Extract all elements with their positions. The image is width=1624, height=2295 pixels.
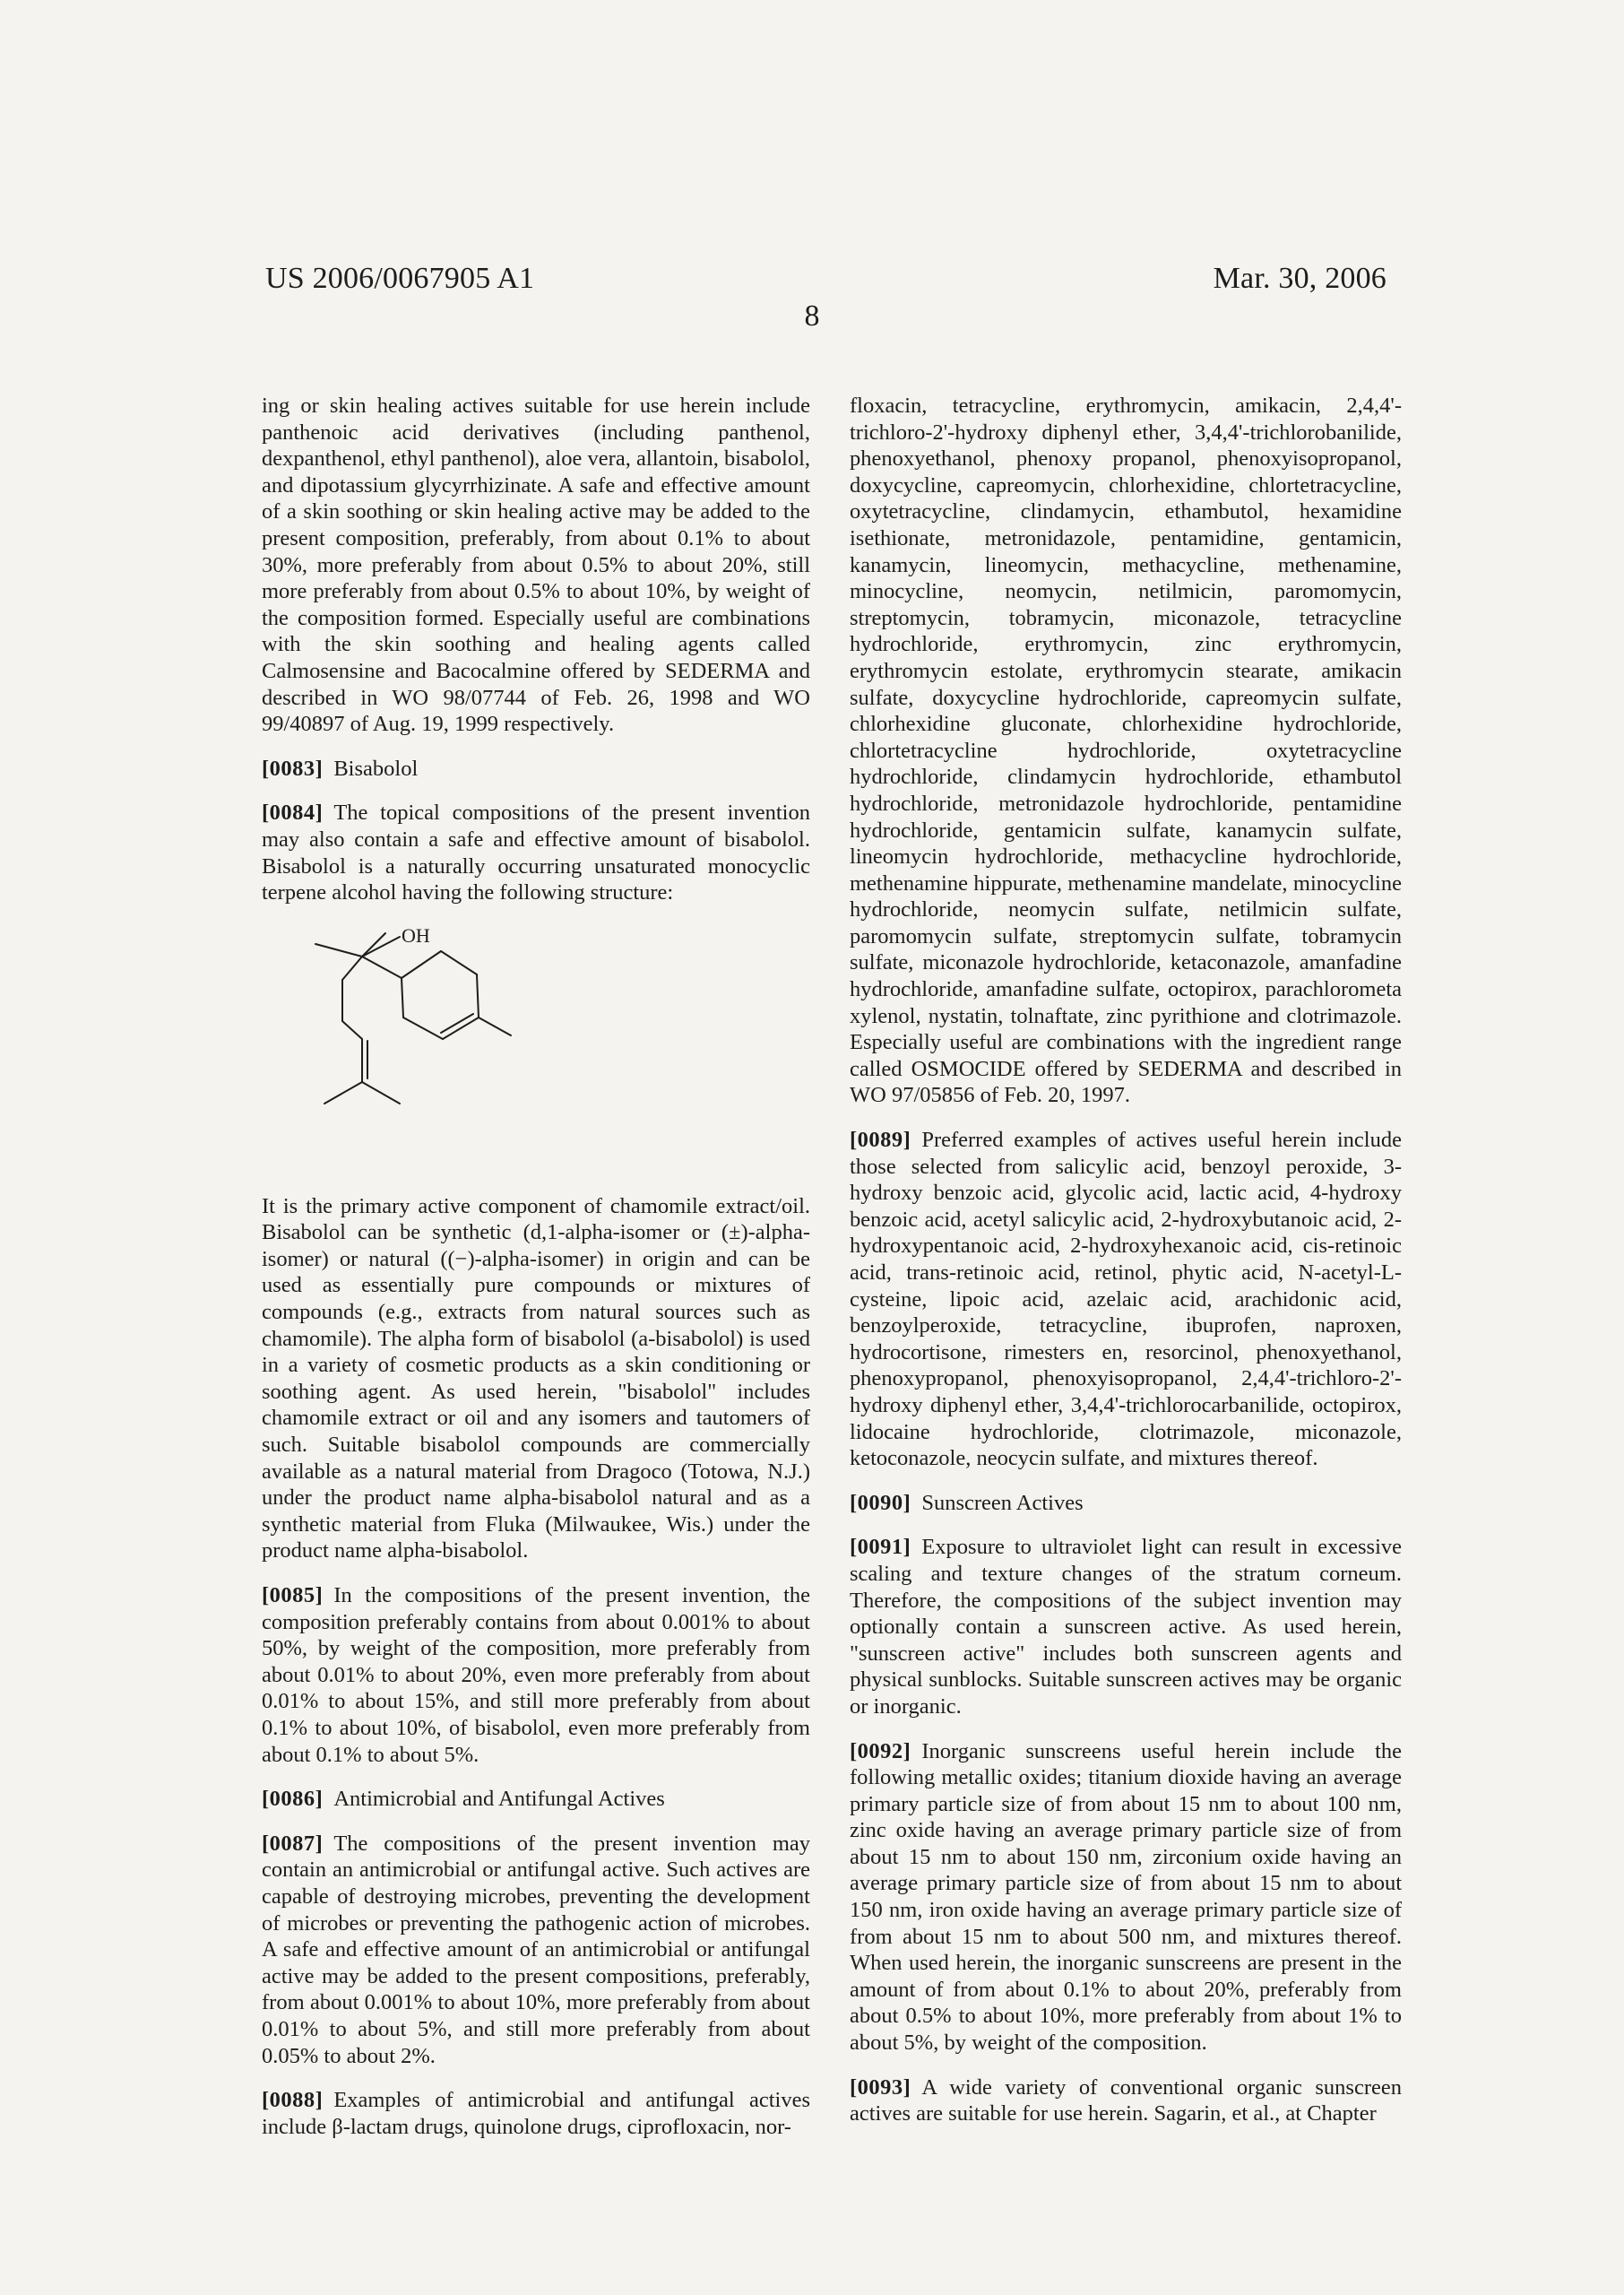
paragraph-text: The compositions of the present invention may contain an antimicrobial or antifungal active. Such actives are capable of destroying microbes, preventing the development of microbes or preventing the pathogenic action of microbes. A safe and effective amount of an antimicrobial or antifungal active may be added to the present compositions, preferably, from about 0.001% to about 10%, more preferably from about 0.01% to about 5%, and still more preferably from about 0.05% to about 2%. <box>262 1831 810 2068</box>
bisabolol-structure-drawing <box>308 924 541 1148</box>
paragraph-0087 <box>262 1831 810 2069</box>
paragraph-0092 <box>850 1738 1402 2057</box>
paragraph-0084 <box>262 800 810 905</box>
paragraph-number: [0083] <box>262 756 324 781</box>
paragraph-text: A wide variety of conventional organic sunscreen actives are suitable for use herein. Sagarin, et al., at Chapter <box>850 2074 1402 2126</box>
paragraph-text: The topical compositions of the present invention may also contain a safe and effective amount of bisabolol. Bisabolol is a naturally occurring unsaturated monocyclic terpene alcohol having the following structure: <box>262 801 810 905</box>
paragraph-0088 <box>262 2087 810 2140</box>
paragraph-0085 <box>262 1582 810 1768</box>
hydroxyl-label: OH <box>402 923 430 947</box>
paragraph-text: In the compositions of the present invention, the composition preferably contains from about 0.001% to about 50%, by weight of the composition, more preferably from about 0.01% to about 20%, even more preferably from about 0.01% to about 15%, and still more preferably from about 0.1% to about 10%, of bisabolol, even more preferably from about 0.1% to about 5%. <box>262 1583 810 1767</box>
paragraph-bisabolol-description: It is the primary active component of chamomile extract/oil. Bisabolol can be synthetic (d,1-alpha-isomer or (±)-alpha-isomer) or natural ((−)-alpha-isomer) in origin and can be used as essentially pure compounds or mixtures of compounds (e.g., extracts from natural sources such as chamomile). The alpha form of bisabolol (a-bisabolol) is used in a variety of cosmetic products as a skin conditioning or soothing agent. As used herein, "bisabolol" includes chamomile extract or oil and any isomers and tautomers of such. Suitable bisabolol compounds are commercially available as a natural material from Dragoco (Totowa, N.J.) under the product name alpha-bisabolol natural and as a synthetic material from Fluka (Milwaukee, Wis.) under the product name alpha-bisabolol. <box>262 1193 810 1563</box>
paragraph-text: Exposure to ultraviolet light can result in excessive scaling and texture changes of the stratum corneum. Therefore, the compositions of the subject invention may optionally contain a sunscreen active. As used herein, "sunscreen active" includes both sunscreen agents and physical sunblocks. Suitable sunscreen actives may be organic or inorganic. <box>850 1535 1402 1719</box>
paragraph-text: Preferred examples of actives useful herein include those selected from salicylic acid, benzoyl peroxide, 3-hydroxy benzoic acid, glycolic acid, lactic acid, 4-hydroxy benzoic acid, acetyl salicylic acid, 2-hydroxybutanoic acid, 2-hydroxypentanoic acid, 2-hydroxyhexanoic acid, cis-retinoic acid, trans-retinoic acid, retinol, phytic acid, N-acetyl-L-cysteine, lipoic acid, azelaic acid, arachidonic acid, benzoylperoxide, tetracycline, ibuprofen, naproxen, hydrocortisone, rimesters en, resorcinol, phenoxyethanol, phenoxypropanol, phenoxyisopropanol, 2,4,4'-trichloro-2'-hydroxy diphenyl ether, 3,4,4'-trichlorocarbanilide, octopirox, lidocaine hydrochloride, clotrimazole, miconazole, ketoconazole, neocycin sulfate, and mixtures thereof. <box>850 1128 1402 1471</box>
paragraph-number: [0087] <box>262 1831 324 1856</box>
paragraph-number: [0086] <box>262 1787 324 1812</box>
paragraph-text: Examples of antimicrobial and antifungal actives include β-lactam drugs, quinolone drugs, ciprofloxacin, nor- <box>262 2088 810 2139</box>
section-heading: Bisabolol <box>333 756 419 781</box>
paragraph-number: [0088] <box>262 2088 324 2113</box>
paragraph-0090 <box>850 1490 1402 1517</box>
paragraph-number: [0092] <box>850 1738 911 1763</box>
paragraph-continuation: ing or skin healing actives suitable for use herein include panthenoic acid derivatives (including panthenol, dexpanthenol, ethyl panthenol), aloe vera, allantoin, bisabolol, and dipotassium glycyrrhizinate. A safe and effective amount of a skin soothing or skin healing active may be added to the present composition, preferably, from about 0.1% to about 30%, more preferably from about 0.5% to about 20%, still more preferably from about 0.5% to about 10%, by weight of the composition formed. Especially useful are combinations with the skin soothing and healing agents called Calmosensine and Bacocalmine offered by SEDERMA and described in WO 98/07744 of Feb. 26, 1998 and WO 99/40897 of Aug. 19, 1999 respectively. <box>262 394 810 737</box>
left-column <box>262 393 810 2158</box>
section-heading: Antimicrobial and Antifungal Actives <box>333 1787 665 1812</box>
paragraph-0086 <box>262 1786 810 1813</box>
publication-number: US 2006/0067905 A1 <box>265 262 535 295</box>
paragraph-0083 <box>262 756 810 783</box>
paragraph-number: [0084] <box>262 801 324 826</box>
paragraph-0093 <box>850 2074 1402 2127</box>
publication-date: Mar. 30, 2006 <box>1213 262 1386 295</box>
right-column <box>850 393 1402 2145</box>
bisabolol-structure <box>262 924 810 1193</box>
paragraph-number: [0085] <box>262 1583 324 1607</box>
paragraph-text: Inorganic sunscreens useful herein include the following metallic oxides; titanium dioxide having an average primary particle size of from about 15 nm to about 100 nm, zinc oxide having an average primary particle size of from about 15 nm to about 150 nm, zirconium oxide having an average primary particle size of from about 15 nm to about 150 nm, iron oxide having an average primary particle size of from about 15 nm to about 500 nm, and mixtures thereof. When used herein, the inorganic sunscreens are present in the amount of from about 0.1% to about 20%, preferably from about 0.5% to about 10%, more preferably from about 1% to about 5%, by weight of the composition. <box>850 1738 1402 2056</box>
paragraph-0091 <box>850 1534 1402 1719</box>
section-heading: Sunscreen Actives <box>921 1490 1084 1515</box>
paragraph-continuation: floxacin, tetracycline, erythromycin, amikacin, 2,4,4'-trichloro-2'-hydroxy diphenyl ether, 3,4,4'-trichlorobanilide, phenoxyethanol, phenoxy propanol, phenoxyisopropanol, doxycycline, capreomycin, chlorhexidine, chlortetracycline, oxytetracycline, clindamycin, ethambutol, hexamidine isethionate, metronidazole, pentamidine, gentamicin, kanamycin, lineomycin, methacycline, methenamine, minocycline, neomycin, netilmicin, paromomycin, streptomycin, tobramycin, miconazole, tetracycline hydrochloride, erythromycin, zinc erythromycin, erythromycin estolate, erythromycin stearate, amikacin sulfate, doxycycline hydrochloride, capreomycin sulfate, chlorhexidine gluconate, chlorhexidine hydrochloride, chlortetracycline hydrochloride, oxytetracycline hydrochloride, clindamycin hydrochloride, ethambutol hydrochloride, metronidazole hydrochloride, pentamidine hydrochloride, gentamicin sulfate, kanamycin sulfate, lineomycin hydrochloride, methacycline hydrochloride, methenamine hippurate, methenamine mandelate, minocycline hydrochloride, neomycin sulfate, netilmicin sulfate, paromomycin sulfate, streptomycin sulfate, tobramycin sulfate, miconazole hydrochloride, ketaconazole, amanfadine hydrochloride, amanfadine sulfate, octopirox, parachlorometa xylenol, nystatin, tolnaftate, zinc pyrithione and clotrimazole. Especially useful are combinations with the ingredient range called OSMOCIDE offered by SEDERMA and described in WO 97/05856 of Feb. 20, 1997. <box>850 394 1402 1108</box>
paragraph-number: [0090] <box>850 1490 911 1515</box>
paragraph-number: [0091] <box>850 1535 911 1560</box>
paragraph-number: [0093] <box>850 2074 911 2100</box>
paragraph-number: [0089] <box>850 1128 911 1153</box>
page-number: 8 <box>804 299 820 333</box>
paragraph-0089 <box>850 1127 1402 1472</box>
